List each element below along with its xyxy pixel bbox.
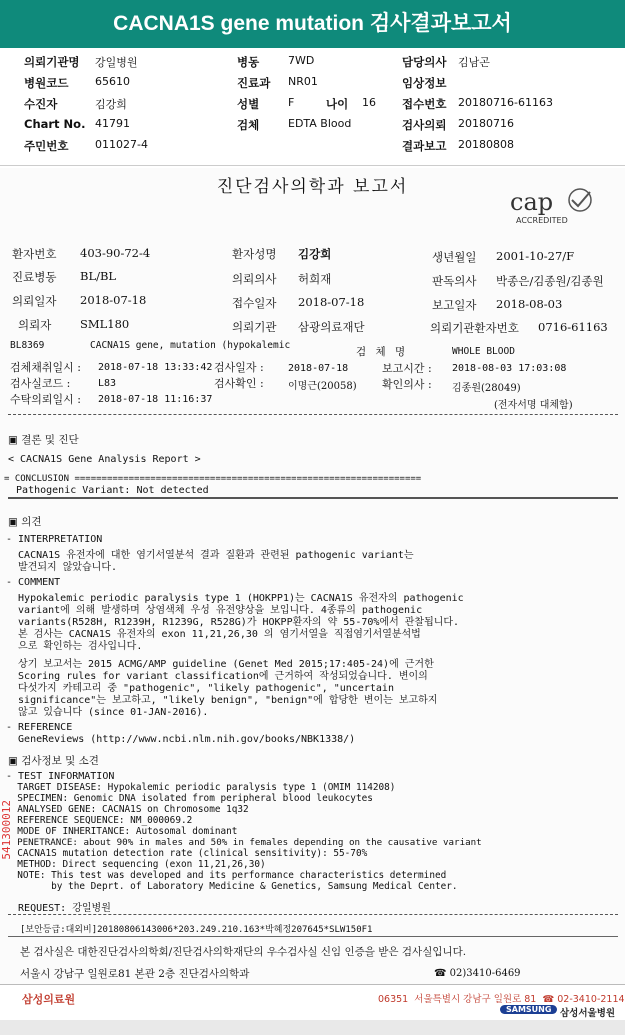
value-report-date-2: 2018-08-03 <box>496 297 563 311</box>
specimen-label: 검 체 명 <box>356 346 409 358</box>
comment-line: 본 검사는 CACNA1S 유전자의 exon 11,21,26,30 의 염기서열을 직접염기서열분석법 <box>6 629 421 640</box>
test-info-line: MODE OF INHERITANCE: Autosomal dominant <box>6 826 238 837</box>
value-patient-no: 403-90-72-4 <box>80 246 151 260</box>
section-result-title: ▣ 결론 및 진단 <box>8 434 79 446</box>
samsung-logo: SAMSUNG <box>500 1005 557 1014</box>
room-label: 검사실코드 : <box>10 377 71 390</box>
label-receipt-date: 접수일자 <box>232 296 277 310</box>
cap-accredited-text: ACCREDITED <box>516 216 568 225</box>
reference-header: - REFERENCE <box>6 722 73 733</box>
cap-logo-text: cap <box>510 188 554 216</box>
test-code: BL8369 <box>10 340 45 351</box>
test-date-label: 검사일자 : <box>214 361 264 374</box>
test-info-line: by the Deprt. of Laboratory Medicine & Genetics, Samsung Medical Center. <box>6 881 458 892</box>
bottom-margin <box>0 1020 625 1035</box>
section-opinion-title: ▣ 의견 <box>8 516 42 528</box>
test-info-line: METHOD: Direct sequencing (exon 11,21,26,30) <box>6 859 266 870</box>
test-name: CACNA1S gene, mutation (hypokalemic <box>90 340 291 351</box>
value-reading-doctor: 박종은/김종원/김종원 <box>496 274 604 288</box>
value-receipt-date: 2018-07-18 <box>298 295 365 309</box>
label-request-date: 검사의뢰 <box>402 118 447 132</box>
collect-time: 2018-07-18 13:33:42 <box>98 362 213 373</box>
test-info-line: NOTE: This test was developed and its performance characteristics determined <box>6 870 447 881</box>
hospital-name: 삼성서울병원 <box>560 1008 616 1019</box>
footer-address: 06351 서울특별시 강남구 일원로 81 ☎ 02-3410-2114 <box>378 994 625 1005</box>
label-patient-no: 환자번호 <box>12 247 57 261</box>
section-test-info-title: ▣ 검사정보 및 소견 <box>8 755 99 767</box>
value-chart-no: 41791 <box>95 117 130 130</box>
value-request-date: 20180716 <box>458 117 514 130</box>
comment-line: significance"는 보고하고, "likely benign", "benign"에 합당한 변이는 보고하지 <box>6 695 438 706</box>
analysis-title: < CACNA1S Gene Analysis Report > <box>8 454 201 465</box>
lab-phone: ☎ 02)3410-6469 <box>434 968 521 979</box>
label-hospital-code: 병원코드 <box>24 76 69 90</box>
label-clinical-info: 임상정보 <box>402 76 447 90</box>
comment-line: variant에 의해 발생하며 상염색체 우성 유전양상을 보입니다. 4종류의 pathogenic <box>6 605 423 616</box>
label-specimen: 검체 <box>237 118 260 132</box>
divider <box>8 936 618 937</box>
label-chart-no: Chart No. <box>24 117 86 131</box>
test-info-line: ANALYSED GENE: CACNA1S on Chromosome 1q32 <box>6 804 249 815</box>
label-patient: 수진자 <box>24 97 58 111</box>
side-stamp: 541300012 <box>0 800 13 860</box>
label-department: 진료과 <box>237 76 271 90</box>
report-title-banner: CACNA1S gene mutation 검사결과보고서 <box>0 0 625 48</box>
label-report-date: 결과보고 <box>402 139 447 153</box>
label-physician: 담당의사 <box>402 55 447 69</box>
certification-text: 본 검사실은 대한진단검사의학회/진단검사의학재단의 우수검사실 신임 인증을 받은 검사실입니다. <box>20 946 467 958</box>
test-info-header: - TEST INFORMATION <box>6 771 115 782</box>
value-age: 16 <box>362 96 376 109</box>
value-report-date: 20180808 <box>458 138 514 151</box>
comment-line: 않고 있습니다 (since 01-JAN-2016). <box>6 707 209 718</box>
conclusion-text: Pathogenic Variant: Not detected <box>4 485 209 496</box>
label-patient-name: 환자성명 <box>232 247 277 261</box>
request-time-label: 수탁의뢰일시 : <box>10 393 81 406</box>
label-ward-2: 진료병동 <box>12 270 57 284</box>
divider <box>8 414 618 415</box>
collect-label: 검체채취일시 : <box>10 361 81 374</box>
value-patient-name: 김강희 <box>298 247 332 261</box>
request-info-header <box>0 48 625 166</box>
label-sex: 성별 <box>237 97 260 111</box>
value-birthdate: 2001-10-27/F <box>496 249 575 263</box>
lab-address: 서울시 강남구 일원로81 본관 2층 진단검사의학과 <box>20 968 250 980</box>
comment-line: Hypokalemic periodic paralysis type 1 (HOKPP1)는 CACNA1S 유전자의 pathogenic <box>6 593 464 604</box>
label-birthdate: 생년월일 <box>432 250 477 264</box>
footer <box>0 984 625 1020</box>
confirm-doctor-label: 확인의사 : <box>382 378 432 391</box>
comment-line: 상기 보고서는 2015 ACMG/AMP guideline (Genet Med 2015;17:405-24)에 근거한 <box>6 659 434 670</box>
report-heading: 진단검사의학과 보고서 <box>216 177 409 197</box>
value-specimen: EDTA Blood <box>288 117 352 130</box>
value-sex: F <box>288 96 295 109</box>
divider <box>8 497 618 499</box>
value-hospital-code: 65610 <box>95 75 130 88</box>
test-info-line: REFERENCE SEQUENCE: NM_000069.2 <box>6 815 193 826</box>
test-info-line: PENETRANCE: about 90% in males and 50% in females depending on the causative variant <box>6 837 482 848</box>
value-patient: 김강희 <box>95 98 127 111</box>
security-line: [보안등급:대외비]20180806143006*203.249.210.163*박혜정207645*SLW150F1 <box>20 925 373 935</box>
label-accession: 접수번호 <box>402 97 447 111</box>
value-department: NR01 <box>288 75 318 88</box>
footer-org: 삼성의료원 <box>22 993 76 1006</box>
test-date: 2018-07-18 <box>288 363 349 374</box>
value-resident-no: 011027-4 <box>95 138 148 151</box>
value-ordering-doctor: 허희재 <box>298 272 332 286</box>
label-report-date-2: 보고일자 <box>432 298 477 312</box>
interpretation-line: 발견되지 않았습니다. <box>6 562 118 573</box>
label-order-date: 의뢰일자 <box>12 294 57 308</box>
test-info-line: SPECIMEN: Genomic DNA isolated from peripheral blood leukocytes <box>6 793 373 804</box>
divider <box>8 914 618 915</box>
label-resident-no: 주민번호 <box>24 139 69 153</box>
confirm-label: 검사확인 : <box>214 377 264 390</box>
comment-line: variants(R528H, R1239H, R1239G, R528G)가 HOKPP환자의 약 55-70%에서 관찰됩니다. <box>6 617 460 628</box>
comment-line: 다섯가지 카테고리 중 "pathogenic", "likely pathogenic", "uncertain <box>6 683 394 694</box>
label-reading-doctor: 판독의사 <box>432 274 477 288</box>
label-inst-patient-no: 의뢰기관환자번호 <box>430 321 519 335</box>
label-requesting-institution: 의뢰기관 <box>232 320 277 334</box>
request-time: 2018-07-18 11:16:37 <box>98 394 213 405</box>
comment-line: Scoring rules for variant classification에 근거하여 작성되었습니다. 변이의 <box>6 671 428 682</box>
cap-accredited-logo <box>508 186 600 226</box>
comment-header: - COMMENT <box>6 577 61 588</box>
confirm-doctor-value: 김종원(28049) <box>452 383 521 394</box>
value-ward: 7WD <box>288 54 315 67</box>
test-info-line: TARGET DISEASE: Hypokalemic periodic paralysis type 1 (OMIM 114208) <box>6 782 396 793</box>
value-inst-patient-no: 0716-61163 <box>538 320 608 334</box>
request-line: REQUEST: 강일병원 <box>6 903 111 914</box>
interpretation-header: - INTERPRETATION <box>6 534 103 545</box>
value-physician: 김남곤 <box>458 56 490 69</box>
label-age: 나이 <box>326 97 349 111</box>
value-order-date: 2018-07-18 <box>80 293 147 307</box>
label-ordering-doctor: 의뢰의사 <box>232 272 277 286</box>
value-accession: 20180716-61163 <box>458 96 553 109</box>
interpretation-line: CACNA1S 유전자에 대한 염기서열분석 결과 질환과 관련된 pathogenic variant는 <box>6 550 414 561</box>
value-requesting-org: 강일병원 <box>95 56 138 69</box>
specimen-name: WHOLE BLOOD <box>452 346 515 357</box>
value-requester: SML180 <box>80 317 130 331</box>
value-requesting-institution: 삼광의료재단 <box>298 320 365 334</box>
reference-link[interactable]: GeneReviews (http://www.ncbi.nlm.nih.gov/books/NBK1338/) <box>6 734 356 745</box>
label-requesting-org: 의뢰기관명 <box>24 55 80 69</box>
conclusion-header: = CONCLUSION ================================================================ <box>4 474 422 484</box>
report-time: 2018-08-03 17:03:08 <box>452 363 567 374</box>
esign-note: (전자서명 대체함) <box>494 400 573 411</box>
label-requester: 의뢰자 <box>18 318 52 332</box>
test-info-line: CACNA1S mutation detection rate (clinical sensitivity): 55-70% <box>6 848 368 859</box>
report-time-label: 보고시간 : <box>382 362 432 375</box>
room-code: L83 <box>98 378 117 389</box>
label-ward: 병동 <box>237 55 260 69</box>
value-ward-2: BL/BL <box>80 269 117 283</box>
comment-line: 으로 확인하는 검사입니다. <box>6 641 143 652</box>
confirm-value: 이명근(20058) <box>288 381 357 392</box>
